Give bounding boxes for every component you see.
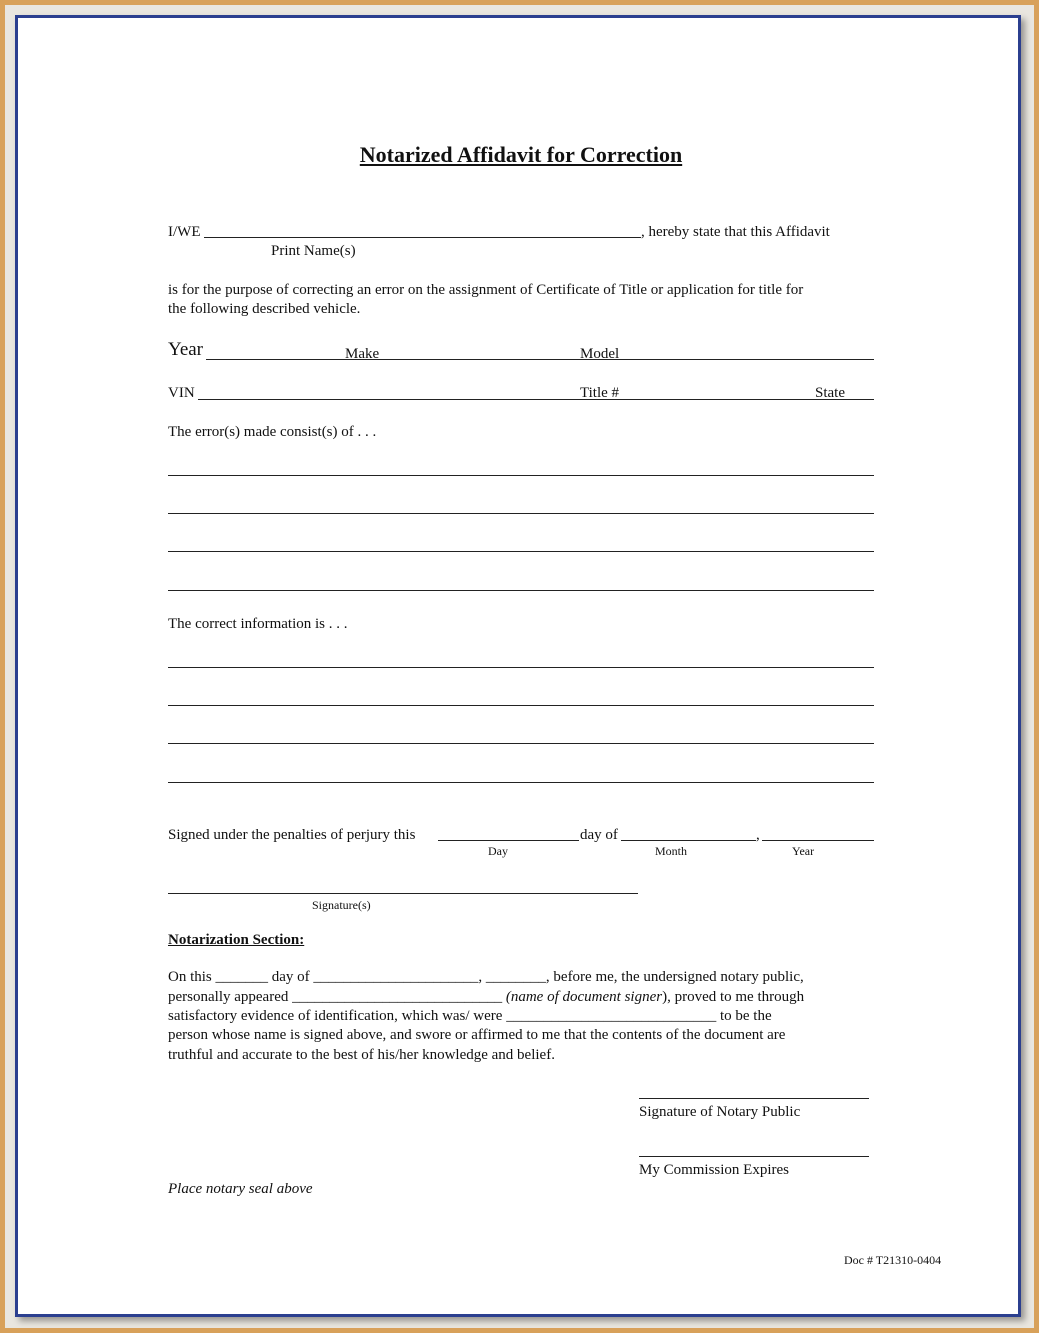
title-number-label: Title # <box>580 385 620 401</box>
state-label: State <box>815 385 845 401</box>
notary-line-1: On this _______ day of ______________________, ________, before me, the undersigned notary public, <box>168 969 804 985</box>
correct-line-4[interactable] <box>168 782 874 783</box>
notary-line-2 <box>168 988 804 1006</box>
correct-line-2[interactable] <box>168 705 874 706</box>
notary-line-4: person whose name is signed above, and swore or affirmed to me that the contents of the document are <box>168 1027 786 1043</box>
errors-line-3[interactable] <box>168 551 874 552</box>
notary-line-5: truthful and accurate to the best of his/her knowledge and belief. <box>168 1047 555 1063</box>
errors-line-2[interactable] <box>168 513 874 514</box>
notary-signature-field[interactable] <box>639 1098 869 1099</box>
iwe-label: I/WE <box>168 224 201 240</box>
commission-expires-field[interactable] <box>639 1156 869 1157</box>
day-of-text: day of <box>580 827 618 843</box>
notary-line-2b: (name of document signer <box>505 989 663 1005</box>
vin-title-state-field[interactable] <box>198 399 874 400</box>
print-name-caption: Print Name(s) <box>271 243 356 259</box>
purpose-line-2: the following described vehicle. <box>168 301 361 317</box>
date-comma: , <box>756 827 760 843</box>
year-field[interactable] <box>762 840 874 841</box>
notarization-heading: Notarization Section: <box>168 932 305 948</box>
make-label: Make <box>345 346 380 362</box>
errors-line-1[interactable] <box>168 475 874 476</box>
day-caption: Day <box>488 844 508 858</box>
doc-number: Doc # T21310-0404 <box>844 1253 942 1267</box>
day-field[interactable] <box>438 840 579 841</box>
year-make-model-field[interactable] <box>206 359 874 360</box>
correct-info-label: The correct information is . . . <box>168 616 348 632</box>
vin-label: VIN <box>168 385 195 401</box>
correct-line-3[interactable] <box>168 743 874 744</box>
year-caption: Year <box>792 844 815 858</box>
year-label: Year <box>168 339 204 360</box>
hereby-text: , hereby state that this Affidavit <box>641 224 830 240</box>
notary-line-2c: ), proved to me through <box>662 989 805 1005</box>
notary-signature-caption: Signature of Notary Public <box>639 1104 801 1120</box>
model-label: Model <box>580 346 620 362</box>
month-field[interactable] <box>621 840 756 841</box>
signatures-caption: Signature(s) <box>312 898 371 912</box>
notary-line-3: satisfactory evidence of identification, which was/ were ____________________________ to be the <box>168 1008 772 1024</box>
perjury-text: Signed under the penalties of perjury this <box>168 827 416 843</box>
document-page <box>15 15 1021 1317</box>
month-caption: Month <box>655 844 688 858</box>
signature-field[interactable] <box>168 893 638 894</box>
errors-line-4[interactable] <box>168 590 874 591</box>
commission-expires-caption: My Commission Expires <box>639 1162 790 1178</box>
errors-label: The error(s) made consist(s) of . . . <box>168 424 377 440</box>
correct-line-1[interactable] <box>168 667 874 668</box>
notary-line-2a: personally appeared ____________________________ <box>168 989 506 1005</box>
page-title: Notarized Affidavit for Correction <box>359 142 683 167</box>
print-name-field[interactable] <box>204 237 641 238</box>
purpose-line-1: is for the purpose of correcting an error on the assignment of Certificate of Title or application for title for <box>168 282 804 298</box>
notary-seal-note: Place notary seal above <box>168 1181 313 1197</box>
